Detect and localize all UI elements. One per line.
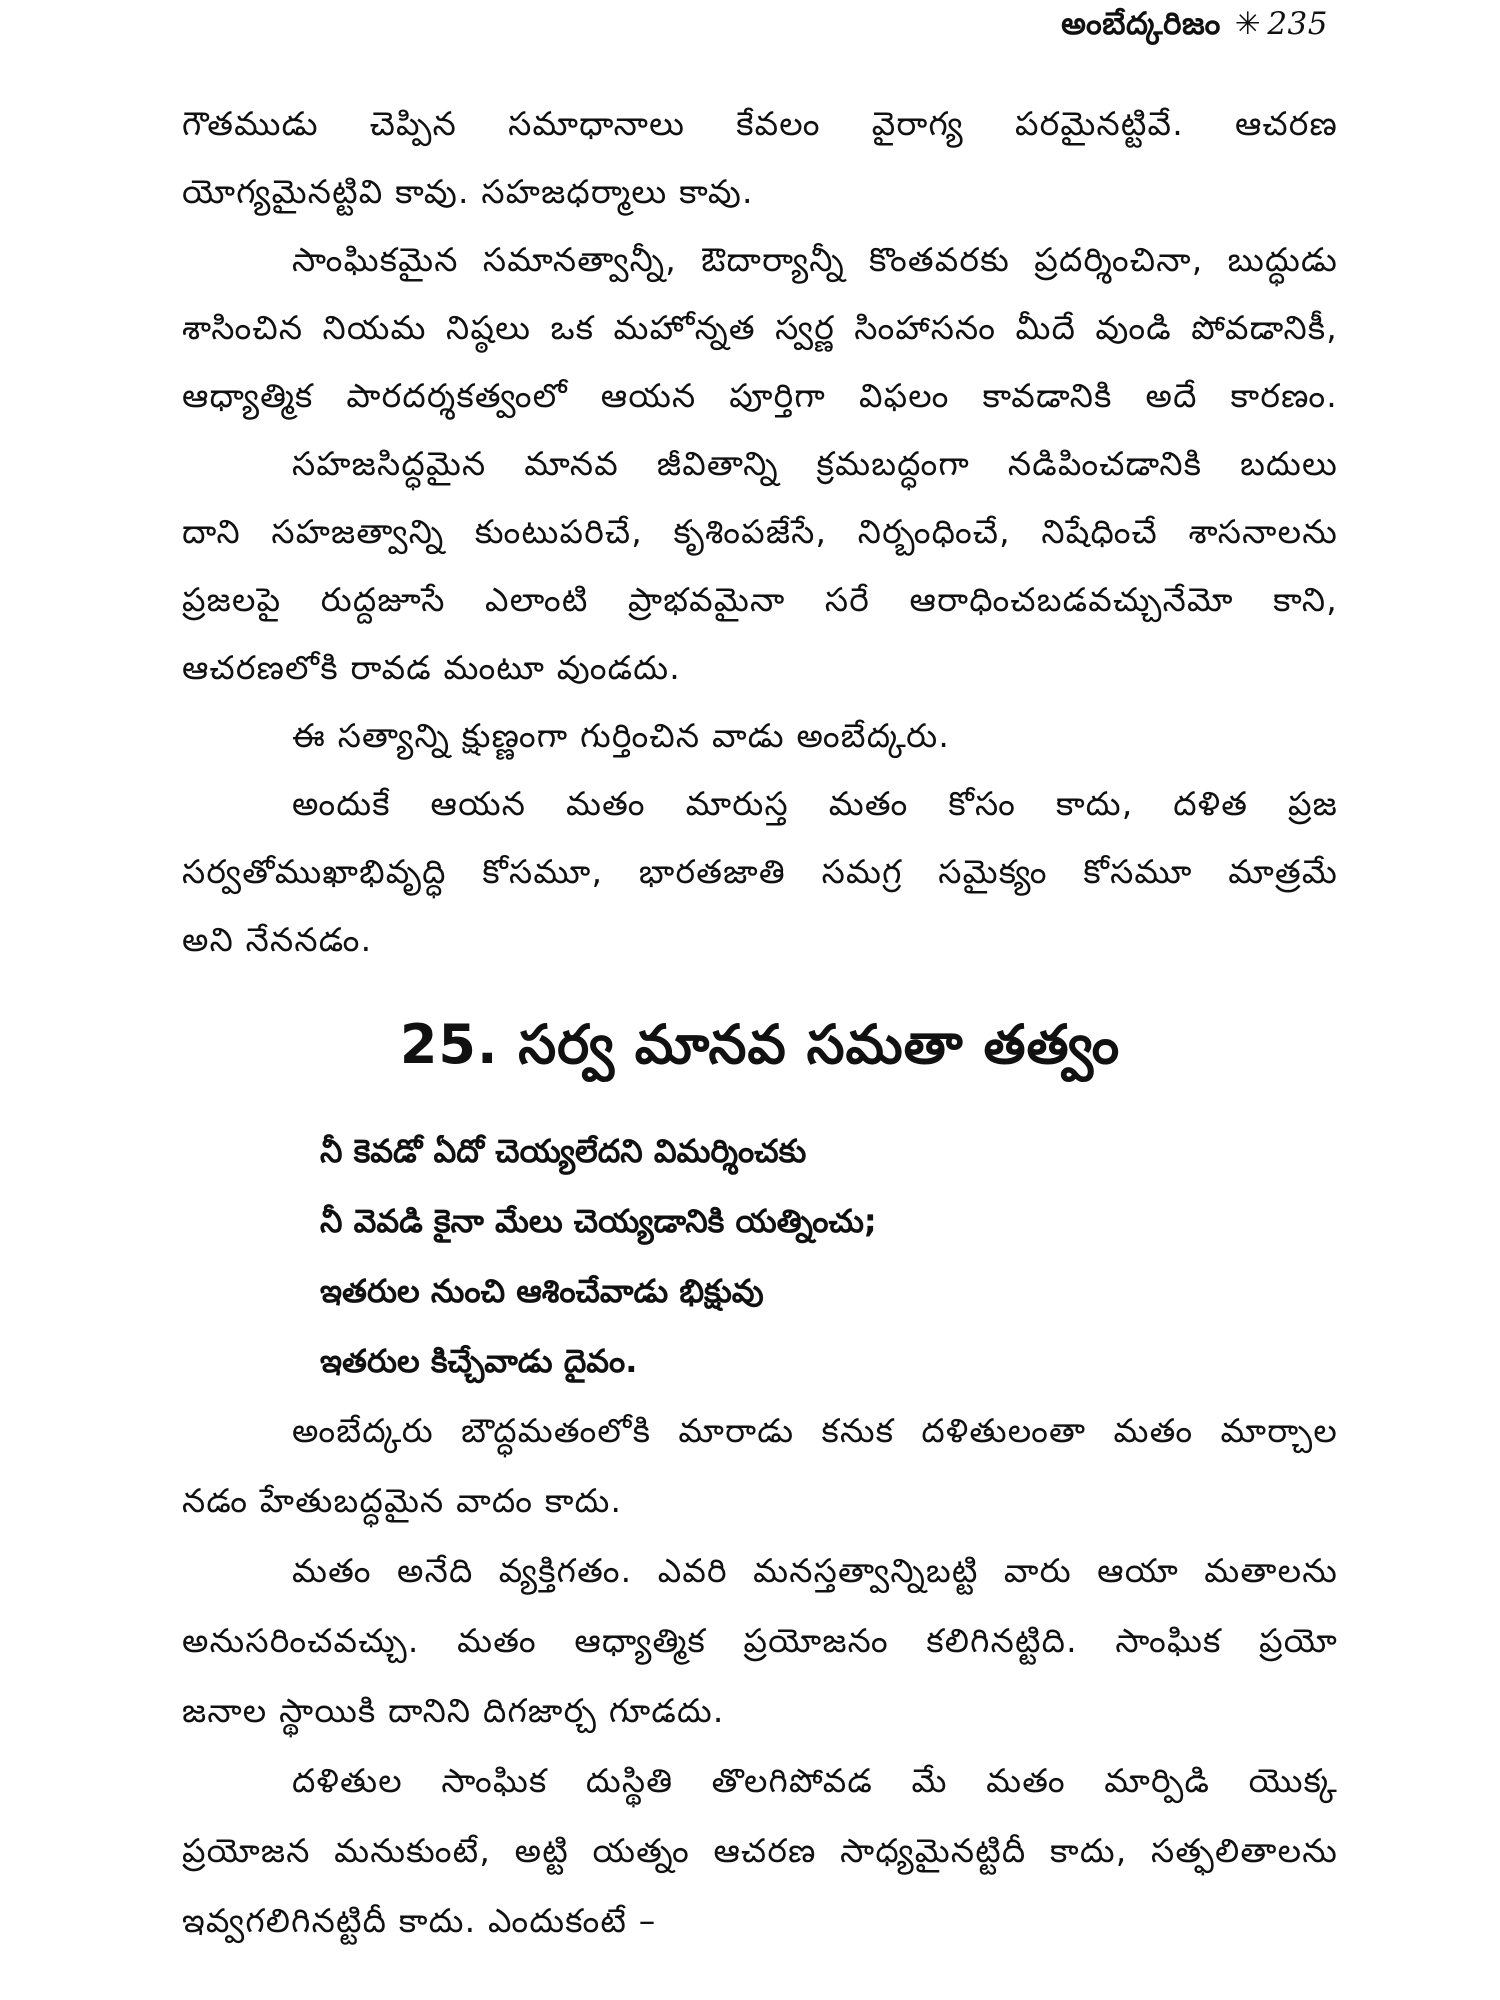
text-line: దాని సహజత్వాన్ని కుంటుపరిచే, కృశింపజేసే, నిర్బంధించే, నిషేధించే శాసనాలను — [182, 512, 1338, 551]
verse-line: నీ కెవడో ఏదో చెయ్యలేదని విమర్శించకు — [320, 1132, 807, 1170]
text-line: ఇవ్వగలిగినట్టిదీ కాదు. ఎందుకంటే – — [182, 1901, 657, 1940]
verse-line: ఇతరుల కిచ్చేవాడు దైవం. — [320, 1342, 638, 1380]
text-line: ప్రయోజన మనుకుంటే, అట్టి యత్నం ఆచరణ సాధ్యమైనట్టిదీ కాదు, సత్ఫలితాలను — [182, 1831, 1338, 1870]
text-line: అని నేననడం. — [182, 920, 373, 959]
text-line: దళితుల సాంఘిక దుస్థితి తొలగిపోవడ మే మతం మార్పిడి యొక్క — [292, 1761, 1338, 1800]
text-line: సర్వతోముఖాభివృద్ధి కోసమూ, భారతజాతి సమగ్ర సమైక్యం కోసమూ మాత్రమే — [182, 852, 1338, 891]
text-line: ఆచరణలోకి రావడ మంటూ వుండదు. — [182, 648, 681, 687]
text-line: అంబేద్కరు బౌద్ధమతంలోకి మారాడు కనుక దళితులంతా మతం మార్చాల — [292, 1411, 1338, 1450]
page-body — [182, 90, 1338, 1956]
running-header — [1061, 6, 1328, 49]
book-title: అంబేద్కరిజం — [1061, 6, 1221, 42]
text-line: శాసించిన నియమ నిష్ఠలు ఒక మహోన్నత స్వర్ణ సింహాసనం మీదే వుండి పోవడానికీ, — [182, 308, 1338, 347]
text-line: అందుకే ఆయన మతం మారుస్త మతం కోసం కాదు, దళిత ప్రజ — [292, 784, 1338, 823]
verse-block — [182, 1116, 1338, 1396]
page-number: 235 — [1267, 6, 1328, 42]
paragraphs-before-heading — [182, 90, 1338, 974]
verse-line: ఇతరుల నుంచి ఆశించేవాడు భిక్షువు — [320, 1272, 764, 1310]
separator-asterisk-icon: ✳ — [1234, 6, 1262, 42]
text-line: సాంఘికమైన సమానత్వాన్నీ, ఔదార్యాన్నీ కొంతవరకు ప్రదర్శించినా, బుద్ధుడు — [292, 240, 1338, 279]
text-line: ఈ సత్యాన్ని క్షుణ్ణంగా గుర్తించిన వాడు అంబేద్కరు. — [292, 716, 951, 755]
text-line: ప్రజలపై రుద్దజూసే ఎలాంటి ప్రాభవమైనా సరే ఆరాధించబడవచ్చునేమో కాని, — [182, 580, 1338, 619]
text-line: నడం హేతుబద్ధమైన వాదం కాదు. — [182, 1481, 623, 1520]
paragraphs-after-verse — [182, 1396, 1338, 1956]
verse-line: నీ వెవడి కైనా మేలు చెయ్యడానికి యత్నించు; — [320, 1202, 877, 1240]
section-heading: 25. సర్వ మానవ సమతా తత్వం — [399, 1013, 1121, 1076]
text-line: జనాల స్థాయికి దానిని దిగజార్చ గూడదు. — [182, 1691, 725, 1730]
text-line: సహజసిద్ధమైన మానవ జీవితాన్ని క్రమబద్ధంగా నడిపించడానికి బదులు — [292, 444, 1338, 483]
text-line: గౌతముడు చెప్పిన సమాధానాలు కేవలం వైరాగ్య పరమైనట్టివే. ఆచరణ — [182, 104, 1338, 143]
text-line: యోగ్యమైనట్టివి కావు. సహజధర్మాలు కావు. — [182, 172, 754, 211]
text-line: ఆధ్యాత్మిక పారదర్శకత్వంలో ఆయన పూర్తిగా విఫలం కావడానికి అదే కారణం. — [182, 376, 1338, 415]
text-line: అనుసరించవచ్చు. మతం ఆధ్యాత్మిక ప్రయోజనం కలిగినట్టిది. సాంఘిక ప్రయో — [182, 1621, 1338, 1660]
text-line: మతం అనేది వ్యక్తిగతం. ఎవరి మనస్తత్వాన్నిబట్టి వారు ఆయా మతాలను — [292, 1551, 1338, 1590]
